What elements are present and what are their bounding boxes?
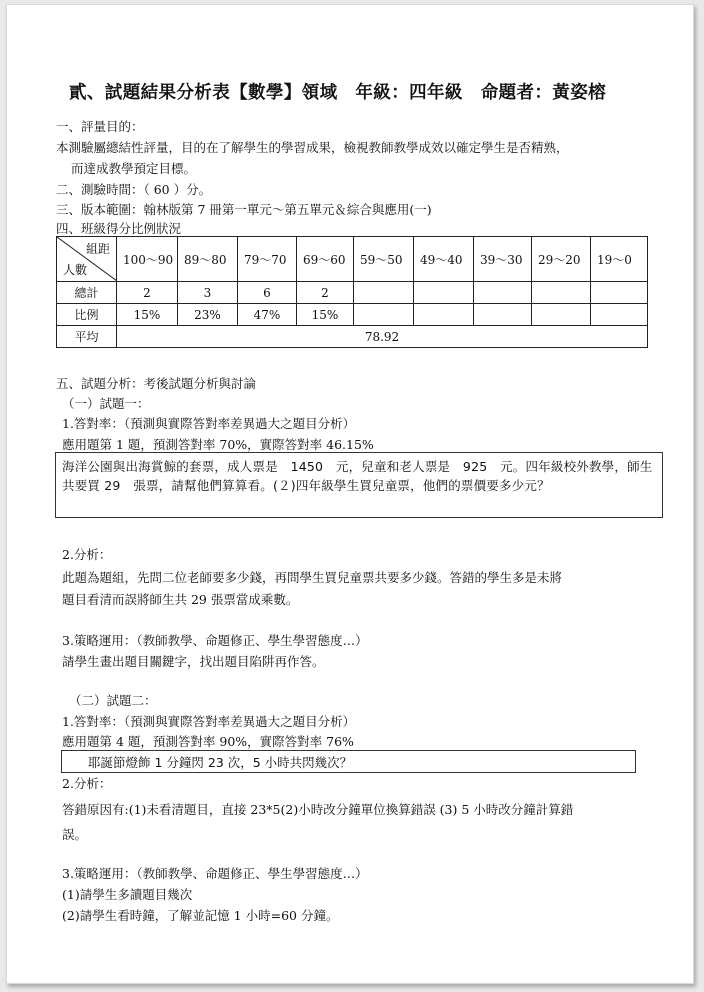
table-corner-cell	[57, 237, 117, 282]
document-page	[6, 4, 694, 984]
section-5-heading: 五、試題分析：考後試題分析與討論	[56, 376, 257, 391]
q1-heading: （一）試題一：	[62, 396, 150, 411]
table-cell	[354, 304, 414, 326]
table-cell	[474, 304, 532, 326]
range-header: 49～40	[414, 237, 474, 282]
range-header: 39～30	[474, 237, 532, 282]
table-cell: 15%	[117, 304, 178, 326]
q1-analysis-heading: 2.分析：	[62, 547, 112, 562]
q2-strategy-heading: 3.策略運用：（教師教學、命題修正、學生學習態度…）	[62, 866, 368, 881]
average-value: 78.92	[117, 326, 648, 348]
corner-label-range: 組距	[85, 242, 110, 256]
table-cell	[591, 282, 648, 304]
table-row-total	[57, 282, 648, 304]
range-header: 19～0	[591, 237, 648, 282]
range-header: 100～90	[117, 237, 178, 282]
row-label: 總計	[57, 282, 117, 304]
q2-analysis-line-1: 答錯原因有:(1)未看清題目，直接 23*5(2)小時改分鐘單位換算錯誤 (3) 5 小時改分鐘計算錯	[62, 802, 574, 817]
table-cell: 2	[297, 282, 354, 304]
table-cell: 3	[178, 282, 238, 304]
table-cell: 2	[117, 282, 178, 304]
table-cell	[354, 282, 414, 304]
q2-rate-detail: 應用題第 4 題，預測答對率 90%，實際答對率 76%	[62, 734, 354, 749]
table-row-average	[57, 326, 648, 348]
range-header: 89～80	[178, 237, 238, 282]
section-4-heading: 四、班級得分比例狀況	[56, 221, 182, 236]
table-cell: 47%	[238, 304, 297, 326]
range-header: 79～70	[238, 237, 297, 282]
section-2-test-time: 二、測驗時間：（ 60 ）分。	[56, 182, 212, 197]
section-3-scope: 三、版本範圍：翰林版第 7 冊第一單元～第五單元＆綜合與應用(一)	[56, 202, 432, 217]
corner-label-count: 人數	[63, 263, 88, 277]
page-title: 貳、試題結果分析表【數學】領域 年級：四年級 命題者：黃姿榕	[69, 83, 606, 103]
section-1-text-line-2: 而達成教學預定目標。	[71, 161, 197, 176]
q2-strategy-line-2: (2)請學生看時鐘，了解並記憶 1 小時=60 分鐘。	[62, 908, 339, 923]
q1-rate-heading: 1.答對率：（預測與實際答對率差異過大之題目分析）	[62, 416, 356, 431]
score-distribution-table	[56, 236, 648, 348]
table-header-row	[57, 237, 648, 282]
table-cell: 6	[238, 282, 297, 304]
table-cell	[532, 304, 591, 326]
table-cell	[414, 304, 474, 326]
table-cell	[414, 282, 474, 304]
q2-question-box: 耶誕節燈飾 1 分鐘閃 23 次，5 小時共閃幾次？	[61, 750, 636, 773]
table-cell	[474, 282, 532, 304]
range-header: 69～60	[297, 237, 354, 282]
q1-analysis-line-1: 此題為題組，先問二位老師要多少錢，再問學生買兒童票共要多少錢。答錯的學生多是未將	[62, 570, 563, 585]
q1-strategy-line-1: 請學生畫出題目關鍵字，找出題目陷阱再作答。	[62, 654, 325, 669]
table-cell	[532, 282, 591, 304]
q2-rate-heading: 1.答對率：（預測與實際答對率差異過大之題目分析）	[62, 714, 356, 729]
q1-question-box: 海洋公園與出海賞鯨的套票，成人票是 1450 元，兒童和老人票是 925 元。四年級校外教學，師生共要買 29 張票，請幫他們算算看。(２)四年級學生買兒童票，他們的票價要多少元？	[55, 452, 663, 518]
q2-heading: （二）試題二：	[69, 693, 157, 708]
range-header: 59～50	[354, 237, 414, 282]
q2-analysis-line-2: 誤。	[62, 827, 88, 842]
q2-analysis-heading: 2.分析：	[62, 776, 112, 791]
row-label: 比例	[57, 304, 117, 326]
section-1-text-line-1: 本測驗屬總結性評量，目的在了解學生的學習成果，檢視教師教學成效以確定學生是否精熟，	[56, 140, 569, 155]
q1-rate-detail: 應用題第 1 題，預測答對率 70%，實際答對率 46.15%	[62, 437, 374, 452]
q1-analysis-line-2: 題目看清而誤將師生共 29 張票當成乘數。	[62, 592, 299, 607]
q1-strategy-heading: 3.策略運用：（教師教學、命題修正、學生學習態度…）	[62, 633, 368, 648]
table-cell	[591, 304, 648, 326]
q2-strategy-line-1: (1)請學生多讀題目幾次	[62, 887, 193, 902]
table-row-ratio	[57, 304, 648, 326]
row-label: 平均	[57, 326, 117, 348]
table-cell: 15%	[297, 304, 354, 326]
table-cell: 23%	[178, 304, 238, 326]
section-1-heading: 一、評量目的：	[56, 119, 144, 134]
range-header: 29～20	[532, 237, 591, 282]
